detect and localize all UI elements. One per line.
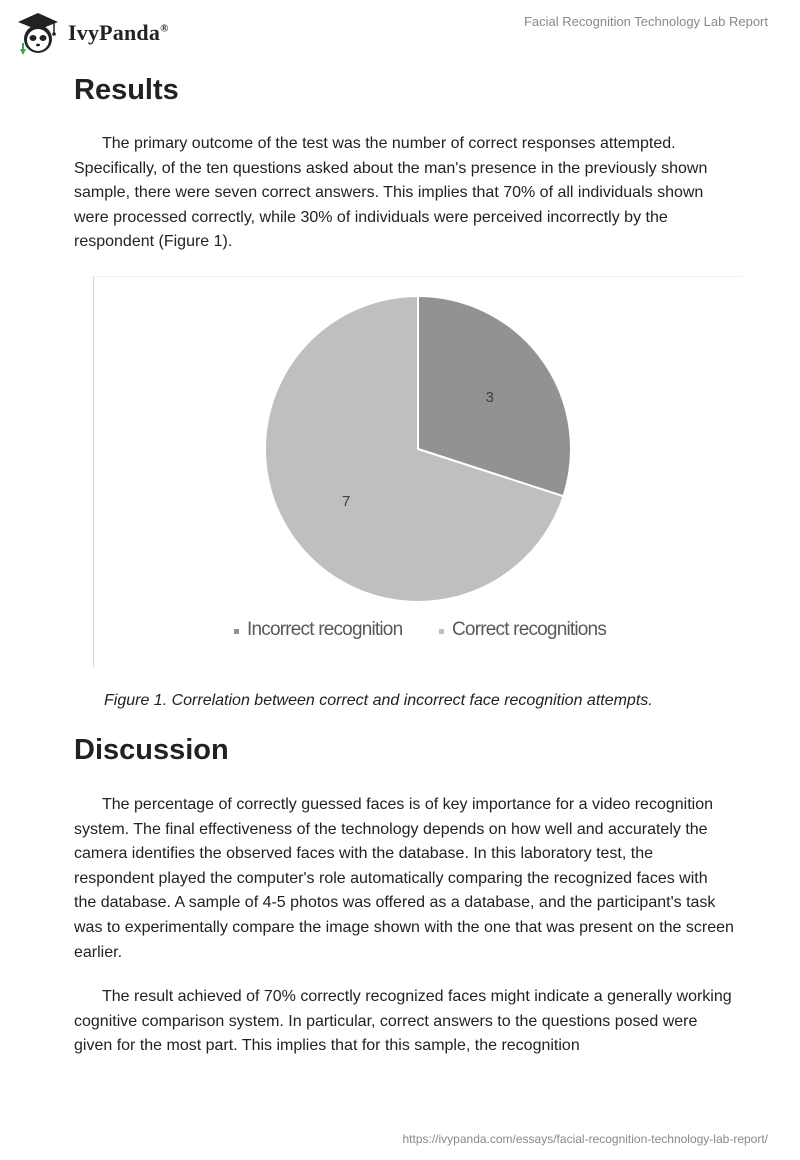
- source-url-link[interactable]: https://ivypanda.com/essays/facial-recognition-technology-lab-report/: [402, 1132, 768, 1146]
- legend-label-2: Correct recognitions: [452, 619, 607, 640]
- results-heading: Results: [74, 74, 179, 106]
- figure-1-chart: [93, 276, 742, 667]
- brand-name: IvyPanda®: [68, 20, 169, 45]
- pie-data-label-1: 3: [485, 388, 494, 406]
- legend-label-1: Incorrect recognition: [247, 619, 403, 640]
- discussion-heading: Discussion: [74, 734, 229, 766]
- legend-swatch-2: [439, 629, 444, 634]
- panda-mascot-icon: [14, 9, 62, 57]
- discussion-paragraph-2: The result achieved of 70% correctly recognized faces might indicate a generally working cognitive comparison system. In particular, correct answers to the questions posed were given for the most part. This implies that for this sample, the recognition: [74, 988, 732, 1055]
- results-paragraph: The primary outcome of the test was the number of correct responses attempted. Specifically, of the ten questions asked about the man's presence in the previously shown sample, there were seven correct answers. This implies that 70% of all individuals shown were processed correctly, while 30% of individuals were perceived incorrectly by the respondent (Figure 1).: [74, 135, 708, 251]
- discussion-paragraph-1: The percentage of correctly guessed faces is of key importance for a video recognition system. The final effectiveness of the technology depends on how well and accurately the camera identifies the observed faces with the database. In this laboratory test, the respondent played the computer's role automatically comparing the recognized faces with the database. A sample of 4-5 photos was offered as a database, and the participant's task was to experimentally compare the image shown with the one that was present on the screen earlier.: [74, 796, 734, 961]
- ivypanda-logo[interactable]: [14, 8, 169, 58]
- document-title: Facial Recognition Technology Lab Report: [523, 14, 768, 29]
- pie-data-label-2: 7: [342, 493, 351, 511]
- pie-chart: [94, 277, 742, 667]
- legend-swatch-1: [234, 629, 239, 634]
- figure-caption: Figure 1. Correlation between correct and incorrect face recognition attempts.: [104, 692, 653, 709]
